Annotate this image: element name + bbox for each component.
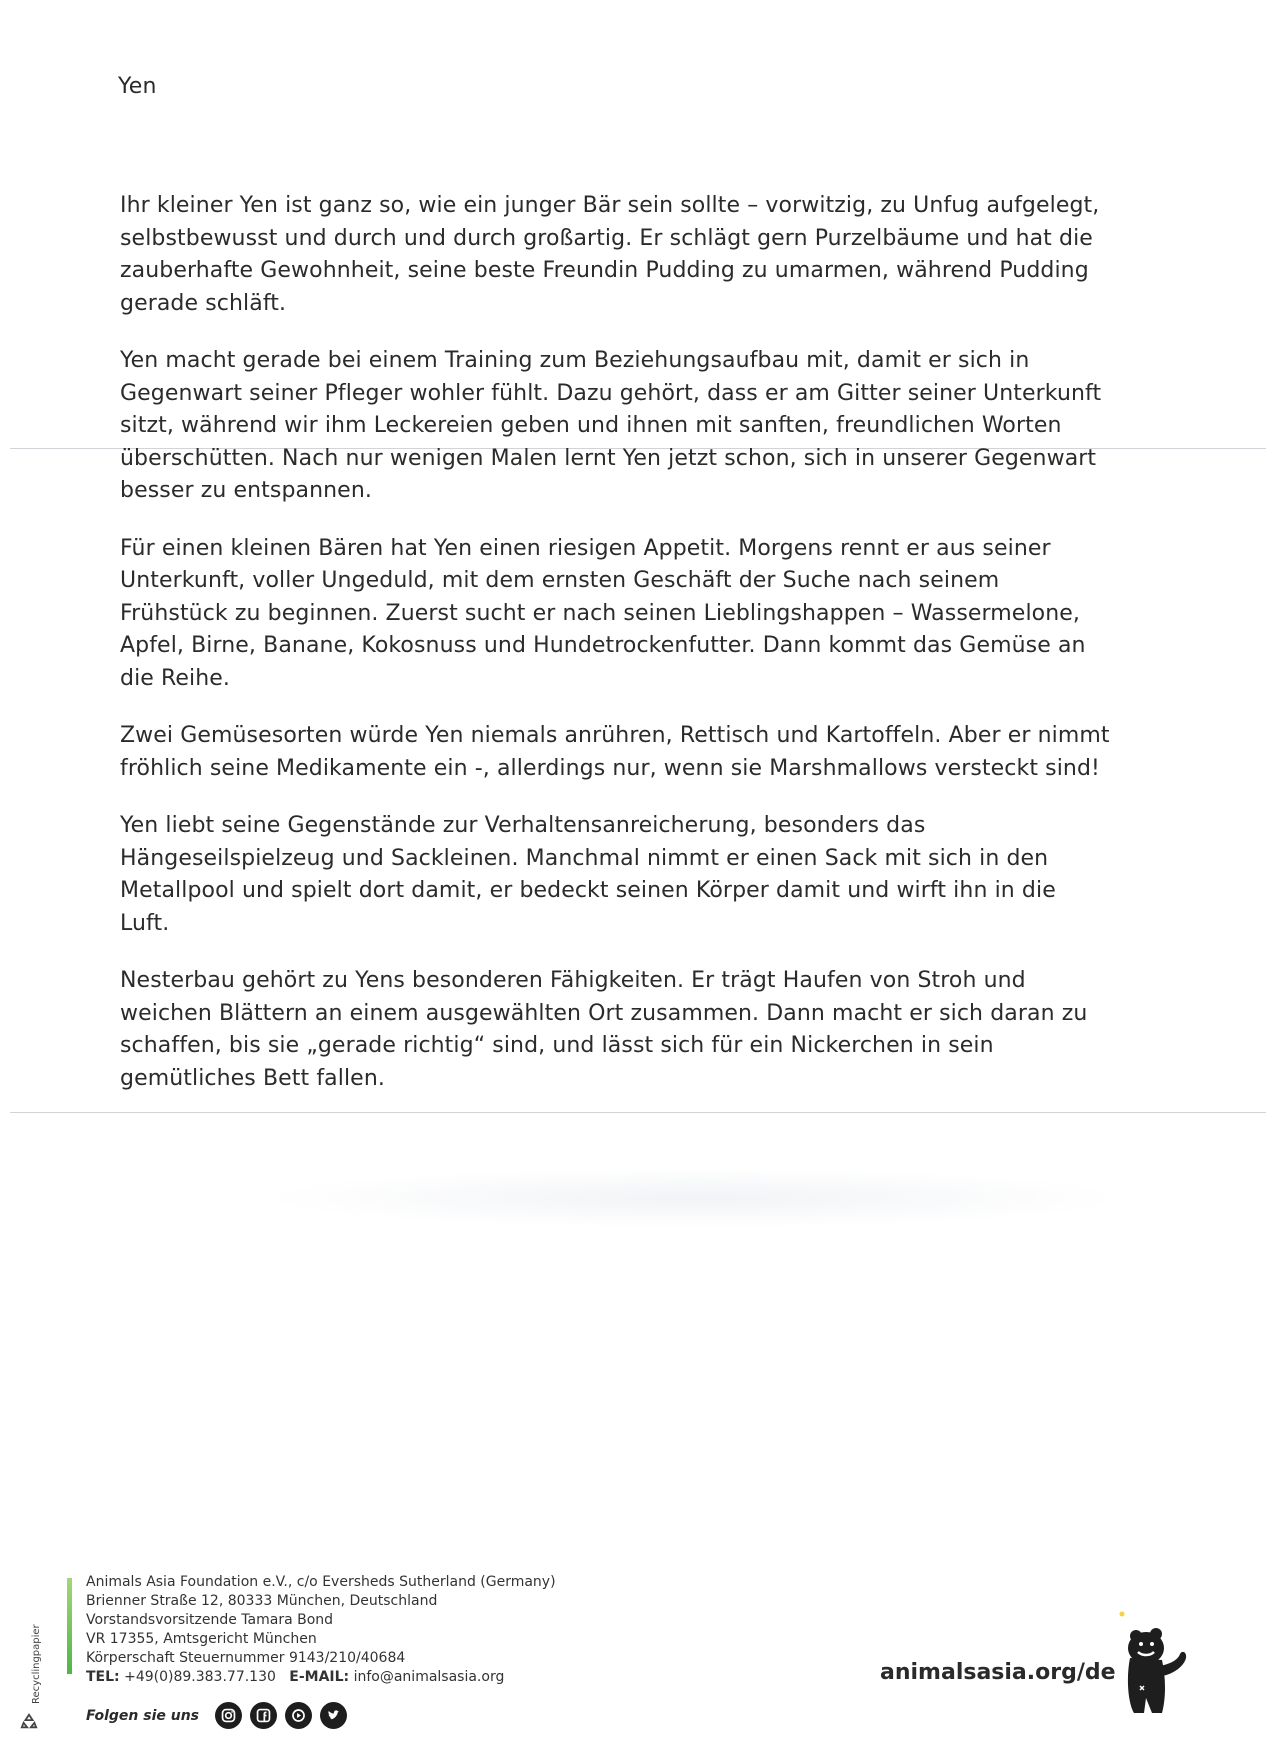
footer-contact <box>86 1668 556 1687</box>
paper-smudge <box>260 1168 1130 1228</box>
letter-paragraph: Nesterbau gehört zu Yens besonderen Fähigkeiten. Er trägt Haufen von Stroh und weichen Blättern an einem ausgewählten Ort zusammen. Dann macht er sich daran zu schaffen, bis sie „gerade richtig“ sind, und lässt sich für ein Nickerchen in sein gemütliches Bett fallen. <box>120 968 1088 1091</box>
tel-value: +49(0)89.383.77.130 <box>124 1669 276 1685</box>
follow-label: Folgen sie uns <box>86 1707 200 1724</box>
salutation: Yen <box>118 74 157 99</box>
tel-label: TEL: <box>86 1669 120 1685</box>
instagram-icon[interactable] <box>215 1702 242 1729</box>
footer-board: Vorstandsvorsitzende Tamara Bond <box>86 1612 334 1628</box>
youtube-icon[interactable] <box>285 1702 312 1729</box>
email-value: info@animalsasia.org <box>353 1669 505 1685</box>
email-label: E-MAIL: <box>289 1669 350 1685</box>
twitter-icon[interactable] <box>320 1702 347 1729</box>
footer-address: Brienner Straße 12, 80333 München, Deutschland <box>86 1593 438 1609</box>
footer-register: VR 17355, Amtsgericht München <box>86 1631 317 1647</box>
bear-logo <box>1108 1608 1190 1718</box>
footer-org: Animals Asia Foundation e.V., c/o Eversheds Sutherland (Germany) <box>86 1574 556 1590</box>
letter-body <box>120 190 1110 1120</box>
footer-info <box>86 1573 556 1687</box>
recycling-label: Recyclingpapier <box>31 1624 42 1704</box>
footer-accent-bar <box>67 1578 72 1674</box>
letter-paragraph: Zwei Gemüsesorten würde Yen niemals anrühren, Rettisch und Kartoffeln. Aber er nimmt fröhlich seine Medikamente ein -, allerdings nur, wenn sie Marshmallows versteckt sind! <box>120 723 1110 781</box>
follow-us <box>86 1702 347 1729</box>
website-link[interactable]: animalsasia.org/de <box>880 1660 1116 1685</box>
letter-paragraph: Ihr kleiner Yen ist ganz so, wie ein junger Bär sein sollte – vorwitzig, zu Unfug aufgelegt, selbstbewusst und durch und durch großartig. Er schlägt gern Purzelbäume und hat die zauberhafte Gewohnheit, seine beste Freundin Pudding zu umarmen, während Pudding gerade schläft. <box>120 193 1100 316</box>
letter-paragraph: Für einen kleinen Bären hat Yen einen riesigen Appetit. Morgens rennt er aus seiner Unterkunft, voller Ungeduld, mit dem ernsten Geschäft der Suche nach seinem Frühstück zu beginnen. Zuerst sucht er nach seinen Lieblingshappen – Wassermelone, Apfel, Birne, Banane, Kokosnuss und Hundetrockenfutter. Dann kommt das Gemüse an die Reihe. <box>120 535 1086 691</box>
letter-paragraph: Yen macht gerade bei einem Training zum Beziehungsaufbau mit, damit er sich in Gegenwart seiner Pfleger wohler fühlt. Dazu gehört, dass er am Gitter seiner Unterkunft sitzt, während wir ihm Leckereien geben und ihnen mit sanften, freundlichen Worten überschütten. Nach nur wenigen Malen lernt Yen jetzt schon, sich in unserer Gegenwart besser zu entspannen. <box>120 348 1102 503</box>
footer-tax: Körperschaft Steuernummer 9143/210/40684 <box>86 1650 406 1666</box>
recycling-icon <box>20 1712 38 1730</box>
facebook-icon[interactable] <box>250 1702 277 1729</box>
letter-paragraph: Yen liebt seine Gegenstände zur Verhaltensanreicherung, besonders das Hängeseilspielzeug und Sackleinen. Manchmal nimmt er einen Sack mit sich in den Metallpool und spielt dort damit, er bedeckt seinen Körper damit und wirft ihn in die Luft. <box>120 813 1056 936</box>
